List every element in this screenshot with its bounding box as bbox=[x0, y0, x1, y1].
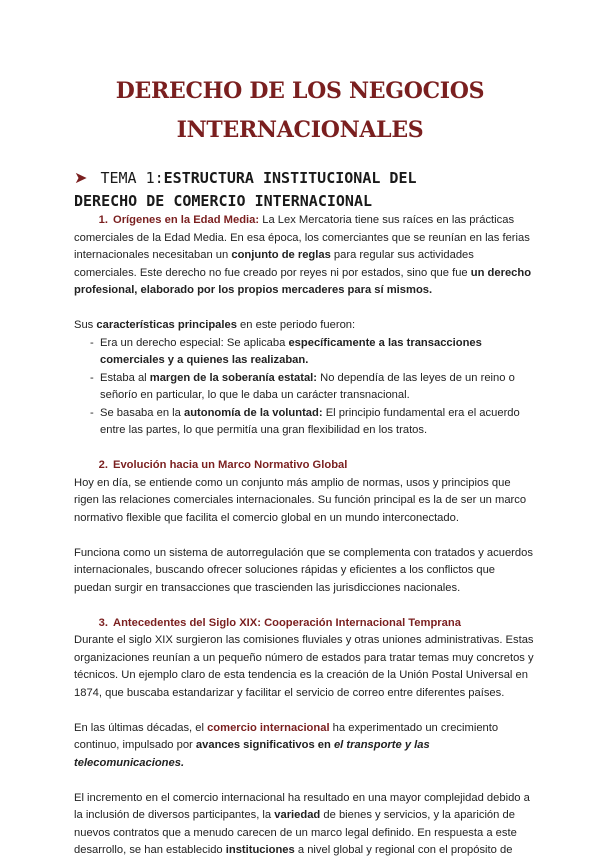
section-3-paragraph-1: Durante el siglo XIX surgieron las comisiones fluviales y otras uniones administrativas. Estas organizaciones reunían a un pequeño número de estados para tratar temas muy concretos y técnicos. Un ejemplo claro de esta tendencia es la creación de la Unión Postal Universal en 1874, que buscaba estandarizar y facilitar el servicio de correo entre diferentes países. bbox=[74, 634, 534, 699]
document-title bbox=[60, 72, 540, 150]
list-item: - Era un derecho especial: Se aplicaba específicamente a las transacciones comerciales y a quienes las realizaban. bbox=[74, 335, 534, 370]
title-line-1: DERECHO DE LOS NEGOCIOS bbox=[115, 78, 485, 104]
tema-title-b: DERECHO DE COMERCIO INTERNACIONAL bbox=[74, 192, 373, 210]
characteristics-list bbox=[74, 335, 534, 440]
tema-heading bbox=[74, 166, 544, 213]
list-item: - Se basaba en la autonomía de la voluntad: El principio fundamental era el acuerdo entre las partes, lo que permitía una gran flexibilidad en los tratos. bbox=[74, 405, 534, 440]
section-3-paragraph-3: El incremento en el comercio internacional ha resultado en una mayor complejidad debido a la inclusión de diversos participantes, la variedad de bienes y servicios, y la aparición de nuevos contratos que a menudo carecen de un marco legal definido. En respuesta a este desarrollo, se han establecido instituciones a nivel global y regional con el propósito de bbox=[74, 791, 530, 856]
list-item: - Estaba al margen de la soberanía estatal: No dependía de las leyes de un reino o señorío en particular, lo que le daba un carácter transnacional. bbox=[74, 370, 534, 405]
section-1-heading: 1. Orígenes en la Edad Media: bbox=[98, 214, 260, 226]
tema-prefix: TEMA 1: bbox=[100, 169, 164, 187]
section-3-heading: 3. Antecedentes del Siglo XIX: Cooperación Internacional Temprana bbox=[98, 616, 461, 629]
section-3-paragraph-2: En las últimas décadas, el comercio internacional ha experimentado un crecimiento continuo, impulsado por avances significativos en el transporte y las telecomunicaciones. bbox=[74, 721, 499, 769]
title-line-2: INTERNACIONALES bbox=[176, 117, 424, 143]
section-1-paragraph: 1. Orígenes en la Edad Media: La Lex Mercatoria tiene sus raíces en las prácticas comerciales de la Edad Media. En esa época, los comerciantes que se reunían en las ferias internacionales necesitaban un conjunto de reglas para regular sus actividades comerciales. Este derecho no fue creado por reyes ni por estados, sino que fue un derecho profesional, elaborado por los propios mercaderes para sí mismos. bbox=[74, 214, 532, 296]
document-body bbox=[74, 212, 534, 860]
arrow-bullet-icon: ➤ bbox=[74, 168, 88, 187]
section-2-paragraph-1: Hoy en día, se entiende como un conjunto más amplio de normas, usos y principios que rigen las relaciones comerciales internacionales. Su función principal es la de ser un marco normativo flexible que facilita el comercio global en un mundo interconectado. bbox=[74, 476, 527, 524]
section-2-paragraph-2: Funciona como un sistema de autorregulación que se complementa con tratados y acuerdos internacionales, buscando ofrecer soluciones rápidas y eficientes a los conflictos que puedan surgir en transacciones que trascienden las jurisdicciones nacionales. bbox=[74, 546, 533, 594]
characteristics-intro: Sus características principales en este periodo fueron: bbox=[74, 319, 356, 331]
section-2-heading: 2. Evolución hacia un Marco Normativo Global bbox=[98, 459, 348, 471]
tema-title-a: ESTRUCTURA INSTITUCIONAL DEL bbox=[163, 169, 417, 187]
